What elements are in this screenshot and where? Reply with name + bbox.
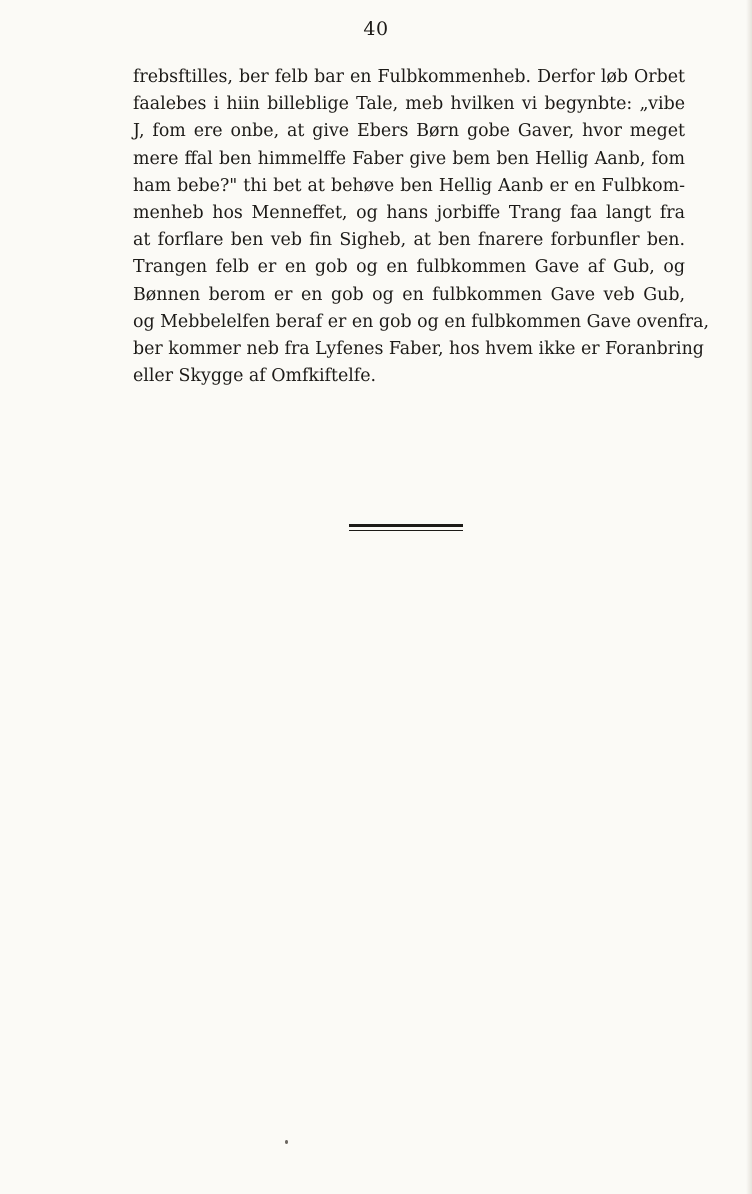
text-line: at forflare ben veb fin Sigheb, at ben fnarere forbunfler ben.	[133, 230, 685, 251]
page-number: 40	[363, 18, 389, 40]
text-line: mere ffal ben himmelffe Faber give bem ben Hellig Aanb, fom	[133, 148, 685, 169]
body-text	[133, 64, 709, 390]
text-line: ham bebe?" thi bet at behøve ben Hellig Aanb er en Fulbkom-	[133, 175, 685, 196]
text-line: ber kommer neb fra Lyfenes Faber, hos hvem ikke er Foranbring	[133, 339, 704, 360]
end-rule	[349, 524, 463, 531]
end-rule-thin	[349, 530, 463, 531]
text-line: eller Skygge af Omfkiftelfe.	[133, 366, 377, 387]
end-rule-thick	[349, 524, 463, 527]
paper-speck	[285, 1140, 288, 1144]
page-edge-shadow	[746, 0, 752, 1194]
text-line: frebsftilles, ber felb bar en Fulbkommenheb. Derfor løb Orbet	[133, 67, 685, 87]
text-line: og Mebbelelfen beraf er en gob og en fulbkommen Gave ovenfra,	[133, 311, 709, 332]
text-line: Trangen felb er en gob og en fulbkommen Gave af Gub, og	[133, 257, 685, 278]
text-line: menheb hos Menneffet, og hans jorbiffe Trang faa langt fra	[133, 203, 685, 224]
text-line: faalebes i hiin billeblige Tale, meb hvilken vi begynbte: „vibe	[133, 94, 685, 115]
text-line: J, fom ere onbe, at give Ebers Børn gobe Gaver, hvor meget	[133, 121, 685, 142]
text-line: Bønnen berom er en gob og en fulbkommen Gave veb Gub,	[133, 284, 685, 305]
